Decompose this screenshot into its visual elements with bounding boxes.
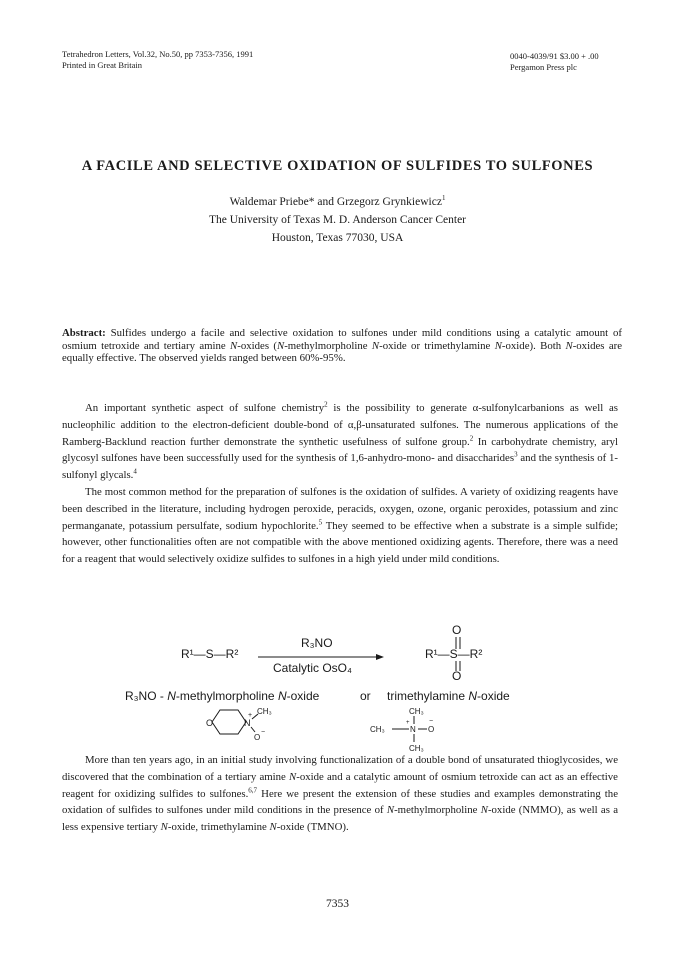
reaction-arrow — [258, 653, 384, 661]
morph-oxygen: O — [206, 718, 214, 728]
tm-minus: − — [429, 718, 434, 725]
reagent-r3no: R₃NO — [301, 636, 333, 650]
author-names: Waldemar Priebe* and Grzegorz Grynkiewicz — [229, 196, 442, 208]
abstract-text: -methylmorpholine — [284, 339, 372, 352]
paragraph-text: is the possibility to generate α-sulfonylcarbanions as well as nucleophilic addition to the electron-deficient double-bond of α,β-unsaturated sulfones. The numerous applications of the Ramberg-Backlund reaction further demonstrate the synthetic usefulness of sulfone group. — [62, 402, 618, 448]
italic-n: N — [480, 804, 488, 817]
legend-prefix: R₃NO - — [125, 689, 168, 703]
printed-in-line: Printed in Great Britain — [62, 60, 143, 70]
body-top — [62, 400, 618, 568]
paragraph-1 — [62, 400, 618, 484]
sulfone-oxygen-bottom: O — [452, 669, 462, 683]
sulfone-oxygen-top: O — [452, 623, 462, 637]
reagent-legend-left — [125, 689, 319, 703]
abstract-text: -oxides are equally effective. The observed yields ranged between 60%-95%. — [62, 339, 622, 365]
price-info — [510, 51, 599, 73]
tm-nitrogen: N — [410, 725, 416, 734]
italic-n: N — [386, 804, 395, 817]
paragraph-text: They seemed to be effective when a substrate is a simple sulfide; however, other functionalities often are not compatible with the above mentioned oxidizing agents. Therefore, there was a need for a reagent that would selectively oxidize sulfides to sulfones in a high yield under mild conditions. — [62, 519, 618, 566]
affiliation: The University of Texas M. D. Anderson Cancer Center — [208, 214, 467, 226]
italic-n: N — [276, 339, 285, 352]
paragraph-text: An important synthetic aspect of sulfone chemistry — [85, 402, 325, 414]
italic-n: N — [468, 689, 478, 703]
legend-nmmo: -methylmorpholine — [175, 689, 278, 703]
price-line: 0040-4039/91 $3.00 + .00 — [510, 51, 599, 61]
reference-mark: 4 — [133, 467, 137, 476]
address: Houston, Texas 77030, USA — [271, 232, 404, 244]
paragraph-text: -oxide and a catalytic amount of osmium tetroxide can act as an effective reagent for oxidizing sulfides to sulfones. — [62, 770, 618, 800]
tmno-structure — [370, 702, 460, 758]
legend-or: or — [360, 689, 371, 703]
tm-methyl-left: CH₃ — [370, 725, 385, 734]
body-bottom — [62, 752, 618, 836]
page-number: 7353 — [326, 898, 349, 910]
italic-n: N — [494, 339, 502, 352]
italic-n: N — [167, 689, 176, 703]
paragraph-text: In carbohydrate chemistry, aryl glycosyl sulfones have been successfully used for the synthesis of 1,6-anhydro-mono- and disaccharides — [62, 435, 618, 465]
italic-n: N — [269, 821, 277, 834]
paragraph-text: -oxide, trimethylamine — [167, 821, 270, 834]
abstract-text: Sulfides undergo a facile and selective oxidation to sulfones under mild conditions using a catalytic amount of osmium tetroxide and tertiary amine — [62, 327, 622, 352]
legend-oxide: -oxide — [477, 689, 510, 703]
paragraph-text: -oxide (NMMO), as well as a less expensive tertiary — [62, 804, 618, 834]
reagent-legend-right — [387, 689, 510, 703]
paragraph-text: -oxide (TMNO). — [276, 821, 349, 834]
morph-n-oxide: O — [254, 733, 261, 742]
reference-mark: 6,7 — [248, 786, 258, 794]
italic-n: N — [277, 689, 287, 703]
paragraph-text: -methylmorpholine — [394, 804, 481, 817]
morph-nitrogen: N — [244, 718, 251, 728]
reference-mark: 5 — [318, 517, 323, 526]
paragraph-text: More than ten years ago, in an initial study involving functionalization of a double bond of unsaturated thioglycosides, we discovered that the combination of a tertiary amine — [62, 754, 618, 783]
tm-methyl-top: CH₃ — [409, 707, 424, 716]
author-line — [0, 194, 675, 211]
paragraph-3 — [62, 752, 618, 836]
italic-n: N — [230, 339, 238, 352]
paragraph-text: The most common method for the preparation of sulfones is the oxidation of sulfides. A variety of oxidizing reagents have been described in the literature, including hydrogen peroxide, peracids, oxygen, ozone, organic peroxides, potassium and zinc permanganate, potassium persulfate, sodium hypochlorite. — [62, 485, 618, 532]
tm-methyl-bottom: CH₃ — [409, 744, 424, 753]
paragraph-2 — [62, 484, 618, 568]
paragraph-text: Here we present the extension of these studies and examples demonstrating the oxidation of sulfides to sulfones under mild conditions in the presence of — [62, 787, 618, 817]
nmmo-structure — [200, 702, 280, 752]
italic-n: N — [160, 821, 168, 834]
tm-oxygen: O — [428, 725, 435, 734]
product-sulfone: R¹—S—R² — [425, 647, 483, 661]
legend-tmno: trimethylamine — [387, 689, 469, 703]
reference-mark: 3 — [514, 450, 518, 459]
reference-mark: 2 — [469, 434, 474, 442]
author-footnote-mark: 1 — [441, 194, 446, 203]
morph-minus: − — [261, 729, 266, 736]
paragraph-text: and the synthesis of 1-sulfonyl glycals. — [62, 452, 619, 482]
abstract-text: -oxide). Both — [501, 339, 566, 352]
reference-mark: 2 — [324, 400, 328, 409]
reactant-sulfide: R¹—S—R² — [181, 647, 239, 661]
journal-line: Tetrahedron Letters, Vol.32, No.50, pp 7353-7356, 1991 — [62, 49, 254, 59]
paper-title: A FACILE AND SELECTIVE OXIDATION OF SULFIDES TO SULFONES — [81, 158, 594, 174]
reagent-catalyst: Catalytic OsO₄ — [273, 661, 352, 675]
tm-plus: + — [406, 720, 410, 726]
journal-citation — [62, 49, 253, 71]
abstract-text: -oxides ( — [237, 339, 277, 352]
italic-n: N — [289, 770, 297, 783]
italic-n: N — [565, 339, 573, 352]
legend-oxide: -oxide — [286, 689, 320, 703]
abstract-label: Abstract: — [62, 327, 106, 339]
italic-n: N — [371, 339, 380, 352]
abstract — [62, 327, 622, 365]
abstract-text: -oxide or trimethylamine — [379, 339, 495, 352]
morph-plus: + — [248, 712, 253, 719]
publisher-line: Pergamon Press plc — [510, 62, 577, 72]
morph-methyl: CH₃ — [257, 707, 272, 716]
